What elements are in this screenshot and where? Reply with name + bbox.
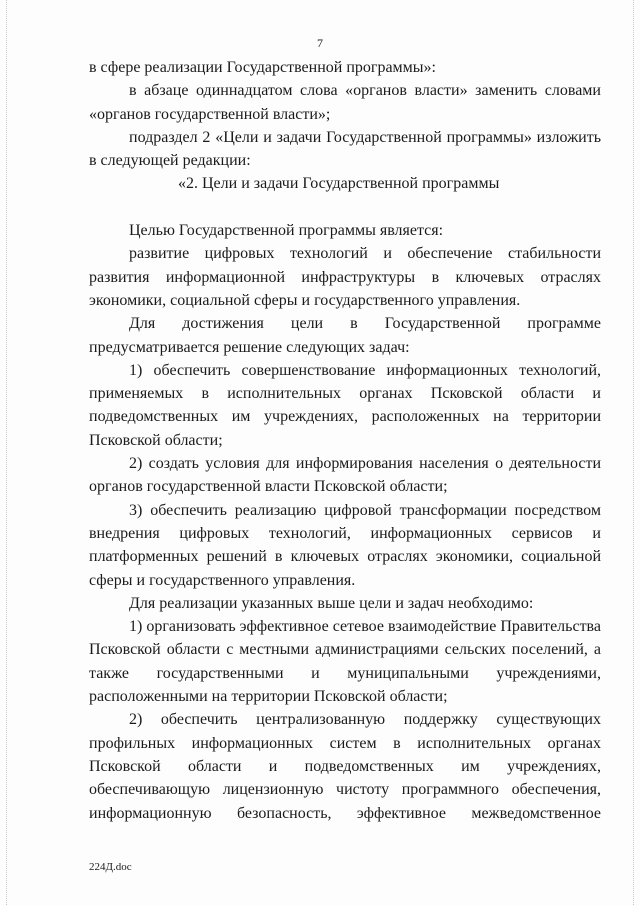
list-item-task-3: 3) обеспечить реализацию цифровой трансформации посредством внедрения цифровых технологий, информационных сервисов и платформенных решений в ключевых отраслях экономики, социальной сферы и государственного управления. (89, 501, 601, 589)
paragraph-amendment-abzac: в абзаце одиннадцатом слова «органов власти» заменить словами «органов государственной власти»; (89, 82, 601, 123)
blank-line (89, 196, 601, 219)
list-item-task-2: 2) создать условия для информирования населения о деятельности органов государственной власти Псковской области; (89, 455, 601, 496)
document-body (89, 56, 601, 825)
paragraph-measures-intro: Для реализации указанных выше цели и задач необходимо: (129, 594, 534, 612)
paragraph-goal-intro: Целью Государственной программы является: (129, 222, 444, 240)
footer-filename: 224Д.doc (89, 861, 132, 873)
page-number: 7 (317, 36, 323, 50)
section-heading: «2. Цели и задачи Государственной программы (178, 175, 500, 193)
paragraph-amendment-subsection: подраздел 2 «Цели и задачи Государственной программы» изложить в следующей редакции: (89, 128, 601, 170)
paragraph-goal: развитие цифровых технологий и обеспечение стабильности развития информационной инфраструктуры в ключевых отраслях экономики, социальной сферы и государственного управления. (89, 245, 601, 309)
paragraph-tasks-intro: Для достижения цели в Государственной программе предусматривается решение следующих задач: (89, 315, 601, 356)
list-item-task-1: 1) обеспечить совершенствование информационных технологий, применяемых в исполнительных органах Псковской области и подведомственных им учреждениях, расположенных на территории Псковской области; (89, 361, 601, 449)
scan-edge-left (6, 0, 9, 905)
list-item-measure-2: 2) обеспечить централизованную поддержку существующих профильных информационных систем в исполнительных органах Псковской области и подведомственных им учреждениях, обеспечивающую лицензионную чистоту программного обеспечения, информационную безопасность, эффективное межведомственное (89, 711, 601, 822)
list-item-measure-1: 1) организовать эффективное сетевое взаимодействие Правительства Псковской области с местными администрациями сельских поселений, а также государственными и муниципальными учреждениями, расположенными на территории Псковской области; (89, 618, 601, 706)
scan-edge-right (633, 0, 636, 905)
paragraph-continuation: в сфере реализации Государственной программы»: (89, 59, 436, 76)
